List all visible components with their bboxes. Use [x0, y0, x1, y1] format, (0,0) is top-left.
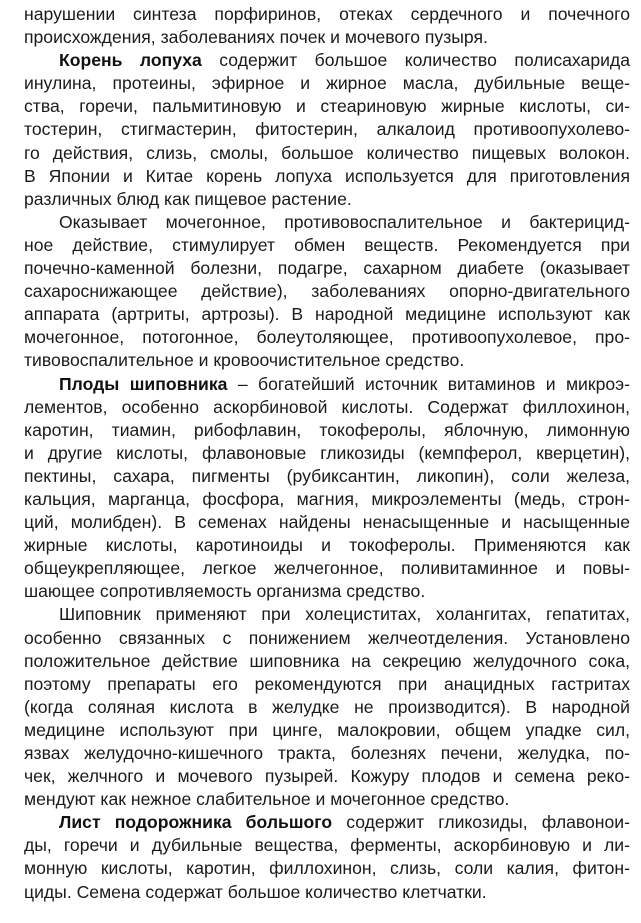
line-text: монную кислоты, каротин, филлохинон, слизь, соли калия, фитон-	[24, 858, 630, 879]
text-line	[24, 118, 630, 141]
line-text: мочегонное, потогонное, болеутоляющее, противоопухолевое, про-	[24, 327, 630, 348]
line-text: инулина, протеины, эфирное и жирное масла, дубильные веще-	[24, 73, 630, 94]
line-text: нарушении синтеза порфиринов, отеках сердечного и почечного	[24, 4, 630, 24]
text-line	[24, 603, 630, 626]
text-line	[24, 26, 630, 49]
line-text: аппарата (артриты, артрозы). В народной медицине используют как	[24, 304, 630, 325]
text-line	[24, 142, 630, 165]
text-line	[24, 326, 630, 349]
text-line	[24, 511, 630, 534]
text-line	[24, 557, 630, 580]
line-text: содержит гликозиды, флавонои-	[332, 812, 630, 833]
line-text: общеукрепляющее, легкое желчегонное, поливитаминное и повы-	[24, 558, 630, 579]
text-line	[24, 373, 630, 396]
line-text: различных блюд как пищевое растение.	[24, 188, 352, 209]
text-line	[24, 627, 630, 650]
line-text: (когда соляная кислота в желудке не производится). В народной	[24, 696, 630, 717]
line-text: и другие кислоты, флавоновые гликозиды (кемпферол, кверцетин),	[24, 442, 630, 463]
text-line	[24, 650, 630, 673]
text-line	[24, 49, 630, 72]
text-line	[24, 396, 630, 419]
line-text: сахароснижающее действие), заболеваниях опорно-двигательного	[24, 281, 630, 302]
line-text: – богатейший источник витаминов и микроэ-	[227, 373, 630, 394]
text-line	[24, 580, 630, 603]
text-line	[24, 788, 630, 811]
text-line	[24, 165, 630, 188]
line-text: ства, горечи, пальмитиновую и стеариновую жирные кислоты, си-	[24, 96, 630, 117]
line-text: шающее сопротивляемость организма средство.	[24, 581, 426, 602]
text-line	[24, 673, 630, 696]
line-text: чек, желчного и мочевого пузырей. Кожуру плодов и семена реко-	[24, 766, 630, 787]
text-line	[24, 188, 630, 211]
text-line	[24, 72, 630, 95]
text-line	[24, 719, 630, 742]
line-text: почечно-каменной болезни, подагре, сахарном диабете (оказывает	[24, 258, 630, 279]
text-line	[24, 3, 630, 26]
line-text: циды. Семена содержат большое количество клетчатки.	[24, 881, 487, 902]
line-text: кальция, марганца, фосфора, магния, микроэлементы (медь, строн-	[24, 488, 630, 509]
line-text: мендуют как нежное слабительное и мочегонное средство.	[24, 789, 510, 810]
bold-term: Плоды шиповника	[59, 373, 228, 394]
bold-term: Корень лопуха	[59, 50, 202, 71]
bold-term: Лист подорожника большого	[59, 812, 333, 833]
text-line	[24, 442, 630, 465]
line-text: медицине используют при цинге, малокровии, общем упадке сил,	[24, 719, 630, 740]
line-text: тивовоспалительное и кровоочистительное средство.	[24, 350, 465, 371]
line-text: ное действие, стимулирует обмен веществ. Рекомендуется при	[24, 234, 630, 255]
line-text: Шиповник применяют при холециститах, холангитах, гепатитах,	[59, 604, 630, 625]
text-line	[24, 280, 630, 303]
line-text: ды, горечи и дубильные вещества, ферменты, аскорбиновую и ли-	[24, 835, 630, 856]
line-text: каротин, тиамин, рибофлавин, токоферолы, яблочную, лимонную	[24, 419, 630, 440]
text-line	[24, 534, 630, 557]
text-line	[24, 465, 630, 488]
text-line	[24, 257, 630, 280]
line-text: особенно связанных с понижением желчеотделения. Установлено	[24, 627, 630, 648]
line-text: В Японии и Китае корень лопуха используется для приготовления	[24, 165, 630, 186]
line-text: происхождения, заболеваниях почек и мочевого пузыря.	[24, 27, 488, 48]
line-text: язвах желудочно-кишечного тракта, болезнях печени, желудка, по-	[24, 743, 630, 763]
text-line	[24, 881, 630, 904]
text-line	[24, 696, 630, 719]
text-line	[24, 811, 630, 834]
text-line	[24, 234, 630, 257]
line-text: содержит большое количество полисахарида	[201, 50, 630, 71]
text-line	[24, 303, 630, 326]
line-text: го действия, слизь, смолы, большое количество пищевых волокон.	[24, 142, 630, 163]
text-line	[24, 211, 630, 234]
line-text: лементов, особенно аскорбиновой кислоты. Содержат филлохинон,	[24, 396, 630, 417]
text-line	[24, 488, 630, 511]
text-line	[24, 765, 630, 788]
line-text: жирные кислоты, каротиноиды и токоферолы. Применяются как	[24, 535, 630, 556]
text-line	[24, 857, 630, 880]
line-text: положительное действие шиповника на секрецию желудочного сока,	[24, 650, 630, 671]
text-line	[24, 95, 630, 118]
line-text: тостерин, стигмастерин, фитостерин, алкалоид противоопухолево-	[24, 119, 630, 140]
text-line	[24, 834, 630, 857]
text-line	[24, 349, 630, 372]
text-line	[24, 742, 630, 765]
line-text: ций, молибден). В семенах найдены ненасыщенные и насыщенные	[24, 512, 630, 533]
line-text: поэтому препараты его рекомендуются при анацидных гастритах	[24, 673, 630, 694]
line-text: Оказывает мочегонное, противовоспалительное и бактерицид-	[59, 211, 630, 232]
text-line	[24, 419, 630, 442]
line-text: пектины, сахара, пигменты (рубиксантин, ликопин), соли железа,	[24, 465, 630, 486]
